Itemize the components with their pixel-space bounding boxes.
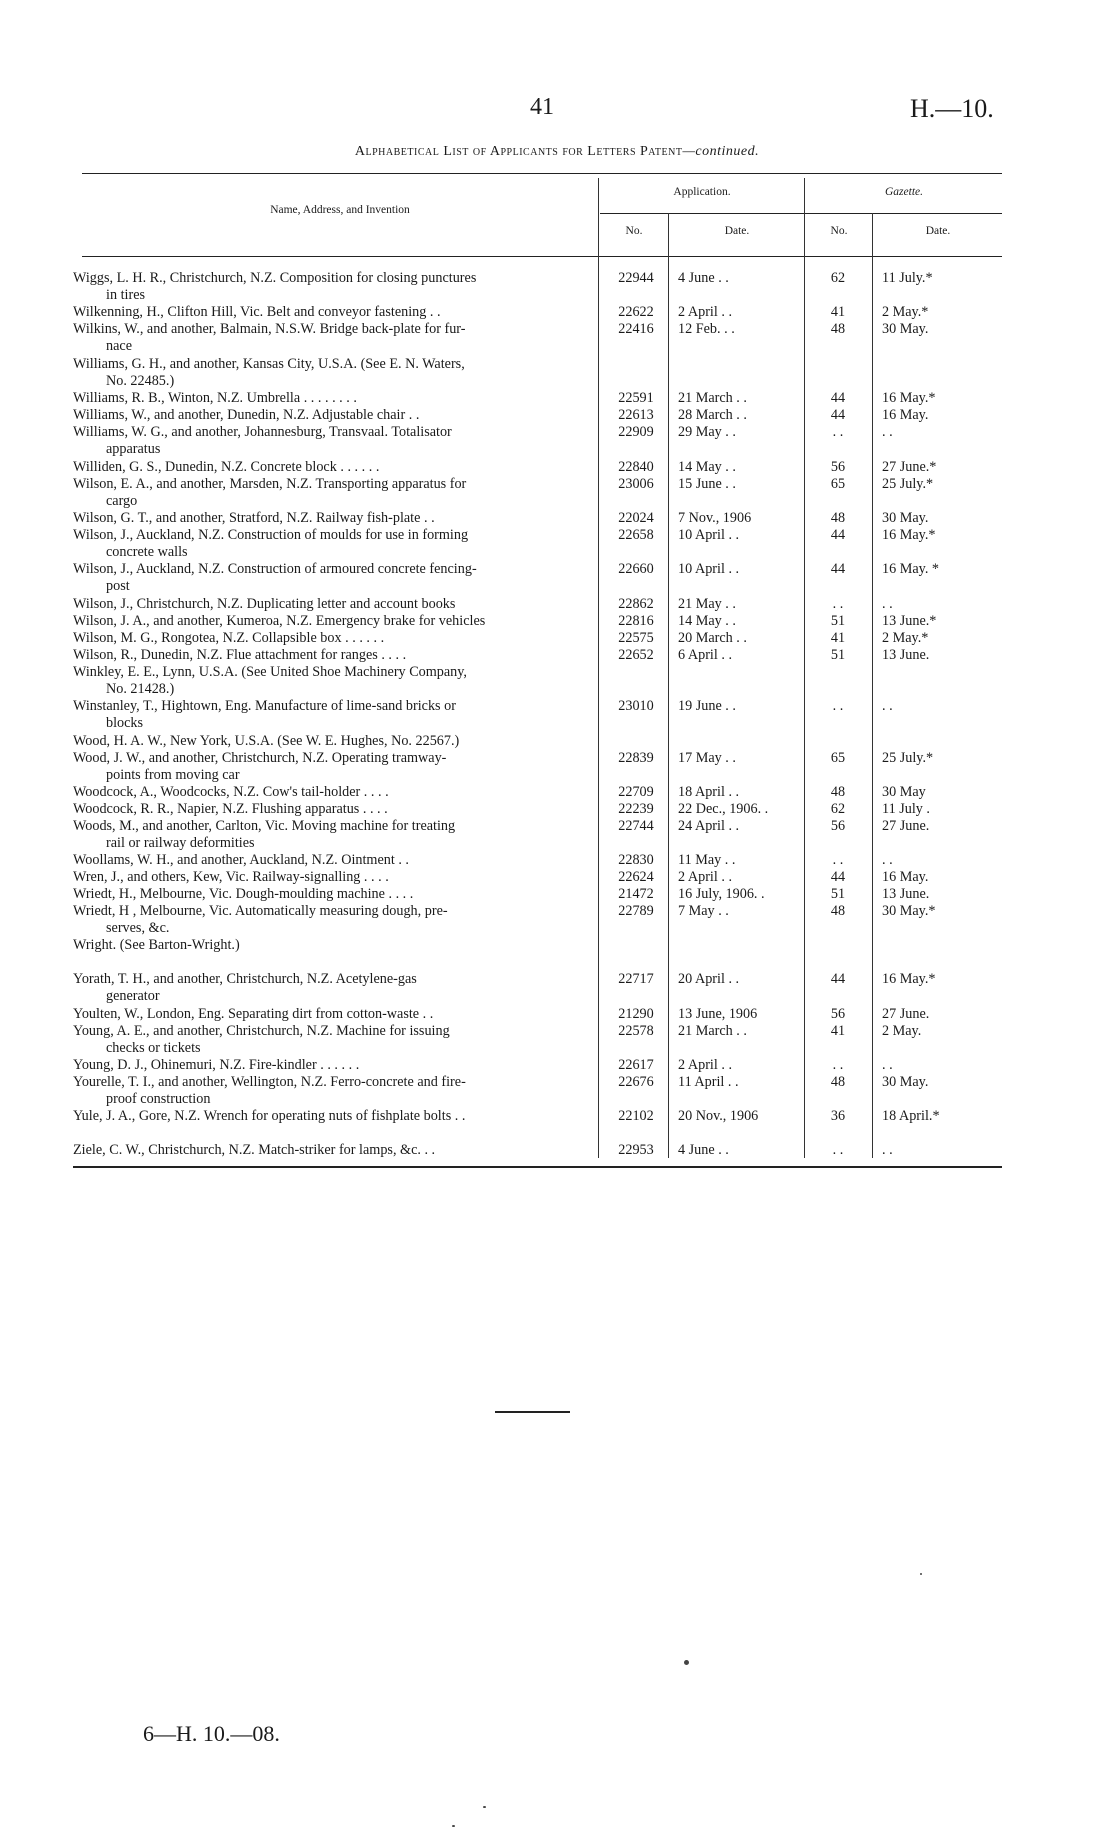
- application-number: 22239: [618, 801, 654, 817]
- gazette-date: . .: [882, 596, 893, 612]
- application-number: 22816: [618, 613, 654, 629]
- gazette-number: 36: [830, 1108, 846, 1124]
- applicant-text-continued: proof construction: [106, 1090, 211, 1107]
- gazette-date: 27 June.: [882, 1006, 930, 1022]
- applicant-text-continued: rail or railway deformities: [106, 834, 255, 851]
- gazette-date: 2 May.*: [882, 630, 929, 646]
- applicant-cell: [73, 1142, 593, 1159]
- gazette-number: 51: [830, 613, 846, 629]
- applicant-text: Woods, M., and another, Carlton, Vic. Moving machine for treating: [73, 818, 456, 834]
- applicant-cell: [73, 818, 593, 851]
- gazette-date: . .: [882, 424, 893, 440]
- applicant-cell: [73, 407, 593, 424]
- gazette-number: 56: [830, 459, 846, 475]
- applicant-cell: [73, 971, 593, 1004]
- gazette-date: 11 July .: [882, 801, 930, 817]
- gazette-number: 51: [830, 647, 846, 663]
- gazette-number: 48: [830, 784, 846, 800]
- gazette-number: 44: [830, 390, 846, 406]
- applicant-text: Wriedt, H., Melbourne, Vic. Dough-moulding machine . . . .: [73, 886, 414, 902]
- application-date: 19 June . .: [678, 698, 736, 714]
- application-number: 21290: [618, 1006, 654, 1022]
- applicant-text: Winkley, E. E., Lynn, U.S.A. (See United Shoe Machinery Company,: [73, 664, 467, 680]
- page-number: 41: [530, 94, 554, 120]
- gazette-date: 18 April.*: [882, 1108, 940, 1124]
- header-app-no: No.: [625, 225, 643, 237]
- applicant-cell: [73, 937, 593, 954]
- section-end-rule: [495, 1411, 570, 1413]
- applicant-text: Young, D. J., Ohinemuri, N.Z. Fire-kindler . . . . . .: [73, 1057, 360, 1073]
- application-number: 22652: [618, 647, 654, 663]
- gazette-date: 2 May.: [882, 1023, 922, 1039]
- vrule-gazno: [872, 213, 873, 1158]
- applicant-text: Wright. (See Barton-Wright.): [73, 937, 240, 953]
- applicant-cell: [73, 1108, 593, 1125]
- applicant-text-continued: No. 22485.): [106, 372, 175, 389]
- applicant-cell: [73, 903, 593, 936]
- applicant-cell: [73, 390, 593, 407]
- gazette-date: 27 June.*: [882, 459, 937, 475]
- gazette-date: 13 June.: [882, 886, 930, 902]
- applicant-text: Wilson, M. G., Rongotea, N.Z. Collapsible box . . . . . .: [73, 630, 385, 646]
- application-date: 4 June . .: [678, 270, 729, 286]
- application-number: 21472: [618, 886, 654, 902]
- application-date: 28 March . .: [678, 407, 747, 423]
- gazette-date: 2 May.*: [882, 304, 929, 320]
- gazette-number: 62: [830, 801, 846, 817]
- applicant-text-continued: points from moving car: [106, 766, 240, 783]
- gazette-date: 13 June.: [882, 647, 930, 663]
- application-number: 22789: [618, 903, 654, 919]
- gazette-number: 51: [830, 886, 846, 902]
- application-number: 22660: [618, 561, 654, 577]
- applicant-cell: [73, 664, 593, 697]
- footer-code: 6—H. 10.—08.: [143, 1721, 280, 1746]
- vrule-name: [598, 178, 599, 1158]
- applicant-cell: [73, 527, 593, 560]
- applicant-cell: [73, 321, 593, 354]
- applicant-cell: [73, 886, 593, 903]
- applicant-text-continued: checks or tickets: [106, 1039, 201, 1056]
- applicant-cell: [73, 801, 593, 818]
- gazette-number: . .: [832, 852, 844, 868]
- application-number: 22622: [618, 304, 654, 320]
- gazette-date: 30 May.*: [882, 903, 936, 919]
- applicant-cell: [73, 750, 593, 783]
- applicant-text: Yule, J. A., Gore, N.Z. Wrench for operating nuts of fishplate bolts . .: [73, 1108, 466, 1124]
- application-number: 22909: [618, 424, 654, 440]
- applicant-text: Yourelle, T. I., and another, Wellington, N.Z. Ferro-concrete and fire-: [73, 1074, 466, 1090]
- gazette-date: 25 July.*: [882, 750, 934, 766]
- applicant-text-continued: nace: [106, 337, 132, 354]
- application-date: 18 April . .: [678, 784, 740, 800]
- header-gazette: Gazette.: [884, 186, 923, 198]
- applicant-text: Wilson, J. A., and another, Kumeroa, N.Z. Emergency brake for vehicles: [73, 613, 486, 629]
- header-top-rule: [82, 173, 1002, 174]
- gazette-number: 44: [830, 869, 846, 885]
- applicant-cell: [73, 1057, 593, 1074]
- gazette-date: 11 July.*: [882, 270, 933, 286]
- applicant-cell: [73, 733, 593, 750]
- applicant-cell: [73, 596, 593, 613]
- applicant-cell: [73, 1074, 593, 1107]
- subheader-rule: [600, 213, 1002, 214]
- gazette-date: 16 May. *: [882, 561, 940, 577]
- application-date: 12 Feb. . .: [678, 321, 735, 337]
- application-date: 24 April . .: [678, 818, 740, 834]
- application-date: 14 May . .: [678, 613, 736, 629]
- header-gaz-no: No.: [830, 225, 848, 237]
- gazette-date: 30 May.: [882, 510, 929, 526]
- gazette-number: 41: [830, 304, 846, 320]
- applicant-text: Williams, W., and another, Dunedin, N.Z. Adjustable chair . .: [73, 407, 420, 423]
- applicant-cell: [73, 424, 593, 457]
- applicant-cell: [73, 647, 593, 664]
- applicant-cell: [73, 1006, 593, 1023]
- table-title-suffix: —continued.: [682, 144, 760, 159]
- gazette-number: 48: [830, 510, 846, 526]
- application-number: 22862: [618, 596, 654, 612]
- gazette-date: 25 July.*: [882, 476, 934, 492]
- applicant-text-continued: generator: [106, 987, 160, 1004]
- gazette-number: 56: [830, 1006, 846, 1022]
- applicant-cell: [73, 270, 593, 303]
- applicant-cell: [73, 510, 593, 527]
- application-date: 2 April . .: [678, 304, 732, 320]
- applicant-text-continued: post: [106, 577, 130, 594]
- applicant-text: Wilson, E. A., and another, Marsden, N.Z. Transporting apparatus for: [73, 476, 467, 492]
- gazette-date: 16 May.: [882, 869, 929, 885]
- gazette-date: 30 May: [882, 784, 926, 800]
- applicant-cell: [73, 356, 593, 389]
- applicant-text-continued: No. 21428.): [106, 680, 175, 697]
- print-speck: [483, 1806, 486, 1808]
- application-number: 22591: [618, 390, 654, 406]
- applicant-text: Wriedt, H , Melbourne, Vic. Automatically measuring dough, pre-: [73, 903, 448, 919]
- applicant-text: Young, A. E., and another, Christchurch, N.Z. Machine for issuing: [73, 1023, 450, 1039]
- applicant-cell: [73, 784, 593, 801]
- gazette-number: 48: [830, 321, 846, 337]
- gazette-date: . .: [882, 1142, 893, 1158]
- application-number: 22613: [618, 407, 654, 423]
- gazette-date: . .: [882, 852, 893, 868]
- applicant-cell: [73, 459, 593, 476]
- application-number: 22024: [618, 510, 654, 526]
- application-date: 7 May . .: [678, 903, 729, 919]
- application-date: 2 April . .: [678, 1057, 732, 1073]
- application-date: 11 May . .: [678, 852, 736, 868]
- applicant-cell: [73, 476, 593, 509]
- application-number: 22839: [618, 750, 654, 766]
- applicant-text: Wilson, G. T., and another, Stratford, N.Z. Railway fish-plate . .: [73, 510, 435, 526]
- applicant-text: Wren, J., and others, Kew, Vic. Railway-signalling . . . .: [73, 869, 389, 885]
- application-date: 16 July, 1906. .: [678, 886, 765, 902]
- print-speck: [452, 1825, 455, 1827]
- table-bottom-rule: [73, 1166, 1002, 1168]
- header-bottom-rule: [82, 256, 1002, 257]
- applicant-text: Wilkins, W., and another, Balmain, N.S.W. Bridge back-plate for fur-: [73, 321, 466, 337]
- applicant-cell: [73, 561, 593, 594]
- vrule-appdate: [804, 178, 805, 1158]
- application-date: 21 March . .: [678, 390, 747, 406]
- gazette-date: 16 May.*: [882, 527, 936, 543]
- application-date: 6 April . .: [678, 647, 732, 663]
- application-date: 11 April . .: [678, 1074, 739, 1090]
- application-date: 21 March . .: [678, 1023, 747, 1039]
- application-number: 22709: [618, 784, 654, 800]
- applicant-text: Yorath, T. H., and another, Christchurch, N.Z. Acetylene-gas: [73, 971, 417, 987]
- application-number: 22830: [618, 852, 654, 868]
- gazette-number: . .: [832, 1057, 844, 1073]
- applicant-cell: [73, 869, 593, 886]
- application-number: 22717: [618, 971, 654, 987]
- gazette-date: 30 May.: [882, 1074, 929, 1090]
- print-speck: [920, 1573, 922, 1575]
- application-number: 22102: [618, 1108, 654, 1124]
- applicant-text: Winstanley, T., Hightown, Eng. Manufacture of lime-sand bricks or: [73, 698, 456, 714]
- application-date: 10 April . .: [678, 561, 740, 577]
- application-number: 22575: [618, 630, 654, 646]
- application-date: 22 Dec., 1906. .: [678, 801, 769, 817]
- gazette-number: 44: [830, 407, 846, 423]
- applicant-text: Wilson, R., Dunedin, N.Z. Flue attachment for ranges . . . .: [73, 647, 407, 663]
- gazette-number: 41: [830, 1023, 846, 1039]
- application-number: 22617: [618, 1057, 654, 1073]
- gazette-date: 16 May.*: [882, 390, 936, 406]
- application-date: 7 Nov., 1906: [678, 510, 752, 526]
- applicant-text: Williams, W. G., and another, Johannesburg, Transvaal. Totalisator: [73, 424, 452, 440]
- application-number: 23006: [618, 476, 654, 492]
- application-number: 22744: [618, 818, 654, 834]
- applicant-cell: [73, 304, 593, 321]
- application-number: 22578: [618, 1023, 654, 1039]
- application-date: 14 May . .: [678, 459, 736, 475]
- application-date: 17 May . .: [678, 750, 736, 766]
- application-number: 23010: [618, 698, 654, 714]
- gazette-number: . .: [832, 424, 844, 440]
- gazette-number: 44: [830, 561, 846, 577]
- applicant-text-continued: cargo: [106, 492, 138, 509]
- applicant-cell: [73, 698, 593, 731]
- applicant-text: Wilson, J., Christchurch, N.Z. Duplicating letter and account books: [73, 596, 456, 612]
- gazette-number: 62: [830, 270, 846, 286]
- application-date: 4 June . .: [678, 1142, 729, 1158]
- applicant-text: Ziele, C. W., Christchurch, N.Z. Match-striker for lamps, &c. . .: [73, 1142, 436, 1158]
- applicant-text: Williams, R. B., Winton, N.Z. Umbrella . . . . . . . .: [73, 390, 357, 406]
- application-date: 2 April . .: [678, 869, 732, 885]
- gazette-number: 65: [830, 476, 846, 492]
- header-name: Name, Address, and Invention: [270, 204, 410, 216]
- application-date: 20 Nov., 1906: [678, 1108, 759, 1124]
- application-number: 22840: [618, 459, 654, 475]
- applicant-text: Wilkenning, H., Clifton Hill, Vic. Belt and conveyor fastening . .: [73, 304, 441, 320]
- gazette-date: . .: [882, 1057, 893, 1073]
- gazette-number: 48: [830, 1074, 846, 1090]
- applicant-text: Youlten, W., London, Eng. Separating dirt from cotton-waste . .: [73, 1006, 434, 1022]
- header-gaz-date: Date.: [925, 225, 951, 237]
- applicant-text-continued: blocks: [106, 714, 144, 731]
- gazette-date: 30 May.: [882, 321, 929, 337]
- applicant-text: Wilson, J., Auckland, N.Z. Construction of moulds for use in forming: [73, 527, 469, 543]
- gazette-number: 41: [830, 630, 846, 646]
- applicant-cell: [73, 630, 593, 647]
- applicant-text: Wood, J. W., and another, Christchurch, N.Z. Operating tramway-: [73, 750, 447, 766]
- gazette-date: 16 May.*: [882, 971, 936, 987]
- application-date: 15 June . .: [678, 476, 736, 492]
- application-number: 22658: [618, 527, 654, 543]
- application-date: 10 April . .: [678, 527, 740, 543]
- gazette-date: . .: [882, 698, 893, 714]
- gazette-number: . .: [832, 596, 844, 612]
- applicant-text: Woodcock, R. R., Napier, N.Z. Flushing apparatus . . . .: [73, 801, 388, 817]
- gazette-number: 48: [830, 903, 846, 919]
- applicant-text-continued: concrete walls: [106, 543, 188, 560]
- application-number: 22416: [618, 321, 654, 337]
- application-date: 21 May . .: [678, 596, 736, 612]
- applicant-cell: [73, 852, 593, 869]
- header-app-date: Date.: [724, 225, 750, 237]
- applicant-text-continued: serves, &c.: [106, 919, 170, 936]
- gazette-number: 56: [830, 818, 846, 834]
- gazette-number: 65: [830, 750, 846, 766]
- application-number: 22676: [618, 1074, 654, 1090]
- gazette-date: 13 June.*: [882, 613, 937, 629]
- gazette-number: 44: [830, 971, 846, 987]
- table-title: [0, 144, 1114, 160]
- application-date: 13 June, 1906: [678, 1006, 758, 1022]
- application-date: 29 May . .: [678, 424, 736, 440]
- applicant-text-continued: apparatus: [106, 440, 161, 457]
- applicant-cell: [73, 1023, 593, 1056]
- gazette-date: 27 June.: [882, 818, 930, 834]
- applicant-text: Woodcock, A., Woodcocks, N.Z. Cow's tail-holder . . . .: [73, 784, 389, 800]
- gazette-date: 16 May.: [882, 407, 929, 423]
- gazette-number: . .: [832, 698, 844, 714]
- application-number: 22624: [618, 869, 654, 885]
- applicant-cell: [73, 613, 593, 630]
- print-speck: [684, 1660, 689, 1665]
- header-application: Application.: [673, 186, 731, 198]
- gazette-number: 44: [830, 527, 846, 543]
- applicant-text: Woollams, W. H., and another, Auckland, N.Z. Ointment . .: [73, 852, 409, 868]
- application-number: 22944: [618, 270, 654, 286]
- applicant-text: Wilson, J., Auckland, N.Z. Construction of armoured concrete fencing-: [73, 561, 477, 577]
- applicant-text: Williden, G. S., Dunedin, N.Z. Concrete block . . . . . .: [73, 459, 380, 475]
- document-reference: H.—10.: [910, 94, 994, 123]
- applicant-text: Wiggs, L. H. R., Christchurch, N.Z. Composition for closing punctures: [73, 270, 477, 286]
- application-number: 22953: [618, 1142, 654, 1158]
- applicant-text: Williams, G. H., and another, Kansas City, U.S.A. (See E. N. Waters,: [73, 356, 465, 372]
- application-date: 20 March . .: [678, 630, 747, 646]
- applicant-text: Wood, H. A. W., New York, U.S.A. (See W. E. Hughes, No. 22567.): [73, 733, 460, 749]
- application-date: 20 April . .: [678, 971, 740, 987]
- applicant-text-continued: in tires: [106, 286, 146, 303]
- gazette-number: . .: [832, 1142, 844, 1158]
- table-title-main: Alphabetical List of Applicants for Letters Patent: [354, 144, 683, 159]
